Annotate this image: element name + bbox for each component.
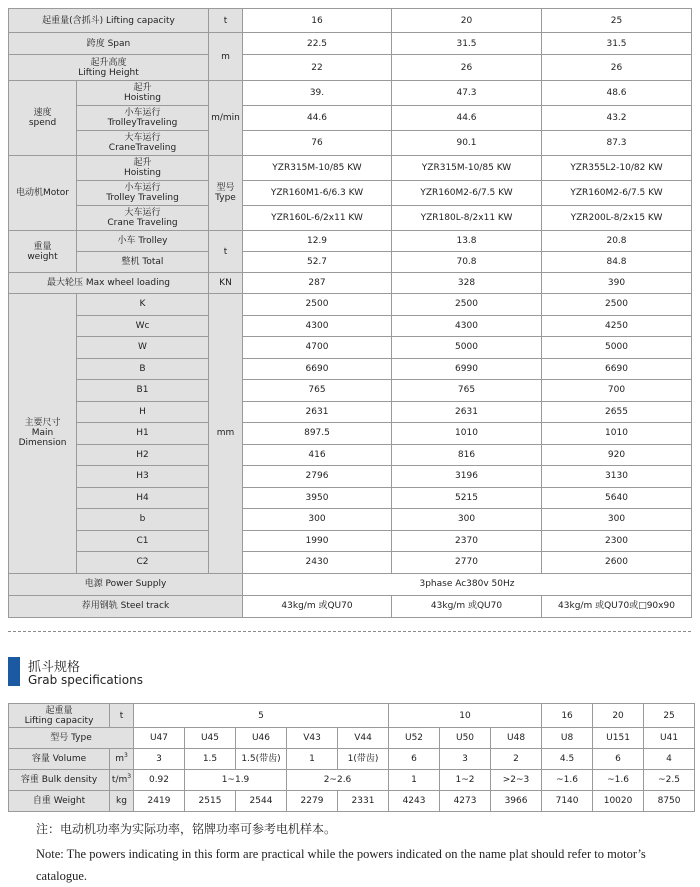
grab-type: U47	[134, 728, 185, 749]
grab-type: U8	[542, 728, 593, 749]
grab-section-title-cn: 抓斗规格	[28, 660, 81, 675]
dimension-value: 2300	[542, 530, 692, 552]
motor-sub-label	[77, 156, 209, 181]
weight-value: 13.8	[392, 231, 542, 252]
weight-value: 12.9	[243, 231, 392, 252]
motor-unit-en: Type	[215, 193, 236, 203]
grab-type: U50	[440, 728, 491, 749]
dimension-value: 6690	[243, 358, 392, 380]
dimension-value: 3196	[392, 466, 542, 488]
dimension-key: K	[77, 294, 209, 316]
motor-sub-label-cn: 小车运行	[124, 183, 161, 193]
weight-row	[9, 252, 692, 273]
span-row	[9, 33, 692, 55]
grab-density: >2~3	[491, 770, 542, 791]
dimension-row	[9, 423, 692, 445]
capacity-value: 20	[392, 9, 542, 33]
speed-sub-label-en: CraneTraveling	[108, 143, 177, 153]
track-value: 43kg/m 或QU70	[392, 595, 542, 617]
dimension-value: 6690	[542, 358, 692, 380]
grab-capacity-label	[9, 704, 110, 728]
grab-volume: 1	[287, 749, 338, 770]
speed-value: 43.2	[542, 106, 692, 131]
grab-density: ~2.5	[644, 770, 695, 791]
speed-sub-label-cn: 起升	[133, 83, 152, 93]
dimension-key: B1	[77, 380, 209, 402]
track-label: 荐用钢轨 Steel track	[9, 595, 243, 617]
dimension-label-en: Main	[31, 428, 54, 439]
dimension-value: 4250	[542, 315, 692, 337]
dimension-value: 2500	[542, 294, 692, 316]
capacity-row	[9, 9, 692, 33]
dimension-key: H3	[77, 466, 209, 488]
dimension-row	[9, 380, 692, 402]
track-value: 43kg/m 或QU70或□90x90	[542, 595, 692, 617]
grab-capacity-label-cn: 起重量	[45, 705, 73, 716]
crane-spec-table	[8, 8, 692, 618]
spec-table-body	[9, 9, 692, 618]
span-value: 31.5	[392, 33, 542, 55]
speed-sub-label	[77, 106, 209, 131]
grab-weight: 2515	[185, 791, 236, 812]
dimension-value: 897.5	[243, 423, 392, 445]
dimension-value: 2770	[392, 552, 542, 574]
grab-type-row	[9, 728, 695, 749]
dimension-value: 4300	[392, 315, 542, 337]
dimension-value: 1990	[243, 530, 392, 552]
power-value: 3phase Ac380v 50Hz	[243, 573, 692, 595]
speed-sub-label-en: Hoisting	[124, 93, 161, 103]
height-value: 26	[392, 55, 542, 81]
grab-type: U151	[593, 728, 644, 749]
speed-sub-label-cn: 大车运行	[124, 133, 161, 143]
grab-volume: 3	[134, 749, 185, 770]
speed-sub-label-en: TrolleyTraveling	[107, 118, 178, 128]
dimension-key: H4	[77, 487, 209, 509]
motor-unit-cn: 型号	[216, 183, 235, 193]
grab-type: V44	[338, 728, 389, 749]
dimension-value: 2500	[392, 294, 542, 316]
lifting-height-label	[9, 55, 209, 81]
capacity-unit: t	[209, 9, 243, 33]
dimension-value: 1010	[542, 423, 692, 445]
dimension-value: 5640	[542, 487, 692, 509]
dimension-row	[9, 552, 692, 574]
dimension-value: 920	[542, 444, 692, 466]
motor-value: YZR160L-6/2x11 KW	[243, 206, 392, 231]
speed-sub-label-cn: 小车运行	[124, 108, 161, 118]
dimension-value: 4300	[243, 315, 392, 337]
grab-weight-label: 自重 Weight	[9, 791, 110, 812]
speed-value: 90.1	[392, 131, 542, 156]
dimension-value: 765	[392, 380, 542, 402]
dimension-unit: mm	[209, 294, 243, 574]
section-marker	[8, 657, 20, 686]
grab-density: ~1.6	[593, 770, 644, 791]
grab-type: U45	[185, 728, 236, 749]
dimension-value: 765	[243, 380, 392, 402]
motor-value: YZR180L-8/2x11 KW	[392, 206, 542, 231]
speed-value: 44.6	[243, 106, 392, 131]
speed-value: 39.	[243, 81, 392, 106]
speed-row	[9, 131, 692, 156]
dimension-value: 300	[243, 509, 392, 531]
dimension-key: H2	[77, 444, 209, 466]
grab-type: U48	[491, 728, 542, 749]
speed-sub-label	[77, 81, 209, 106]
grab-density: ~1.6	[542, 770, 593, 791]
speed-value: 47.3	[392, 81, 542, 106]
height-value: 26	[542, 55, 692, 81]
span-height-unit: m	[209, 33, 243, 81]
wheel-unit: KN	[209, 273, 243, 294]
motor-row	[9, 156, 692, 181]
motor-row	[9, 206, 692, 231]
dimension-value: 2500	[243, 294, 392, 316]
grab-capacity-group: 16	[542, 704, 593, 728]
grab-capacity-group: 10	[389, 704, 542, 728]
motor-sub-label	[77, 181, 209, 206]
grab-weight: 10020	[593, 791, 644, 812]
grab-volume: 4	[644, 749, 695, 770]
speed-sub-label	[77, 131, 209, 156]
grab-weight: 2279	[287, 791, 338, 812]
density-unit-text: t/m	[111, 775, 128, 785]
weight-value: 84.8	[542, 252, 692, 273]
dimension-group-label	[9, 294, 77, 574]
weight-unit: t	[209, 231, 243, 273]
lifting-height-label-cn: 起升高度	[90, 57, 127, 68]
motor-value: YZR160M1-6/6.3 KW	[243, 181, 392, 206]
weight-sub-label: 整机 Total	[77, 252, 209, 273]
grab-volume: 3	[440, 749, 491, 770]
motor-unit	[209, 156, 243, 231]
motor-sub-label-en: Crane Traveling	[107, 218, 178, 228]
grab-type: U41	[644, 728, 695, 749]
motor-value: YZR160M2-6/7.5 KW	[542, 181, 692, 206]
speed-row	[9, 106, 692, 131]
wheel-value: 390	[542, 273, 692, 294]
grab-volume: 1(带齿)	[338, 749, 389, 770]
dimension-value: 416	[243, 444, 392, 466]
grab-volume: 1.5	[185, 749, 236, 770]
dimension-key: b	[77, 509, 209, 531]
dimension-value: 2631	[243, 401, 392, 423]
dimension-row	[9, 530, 692, 552]
grab-volume: 6	[389, 749, 440, 770]
dimension-value: 4700	[243, 337, 392, 359]
motor-group-label: 电动机Motor	[9, 156, 77, 231]
grab-density-row	[9, 770, 695, 791]
note-cn: 注：电动机功率为实际功率，铭牌功率可参考电机样本。	[36, 822, 337, 836]
dimension-row	[9, 466, 692, 488]
height-value: 22	[243, 55, 392, 81]
speed-label-en: spend	[28, 118, 57, 128]
speed-value: 48.6	[542, 81, 692, 106]
dimension-value: 2430	[243, 552, 392, 574]
dimension-value: 816	[392, 444, 542, 466]
grab-weight: 2544	[236, 791, 287, 812]
dimension-value: 5000	[542, 337, 692, 359]
weight-value: 70.8	[392, 252, 542, 273]
grab-weight: 8750	[644, 791, 695, 812]
dimension-value: 3950	[243, 487, 392, 509]
grab-volume-label: 容量 Volume	[9, 749, 110, 770]
speed-unit: m/min	[209, 81, 243, 156]
weight-sub-label: 小车 Trolley	[77, 231, 209, 252]
track-value: 43kg/m 或QU70	[243, 595, 392, 617]
dimension-key: W	[77, 337, 209, 359]
wheel-row	[9, 273, 692, 294]
grab-capacity-label-en: Lifting capacity	[24, 715, 94, 726]
note-en: Note: The powers indicating in this form are practical while the powers indicated on the name plat should refer to motor’s catalogue.	[36, 847, 646, 883]
volume-unit-text: m	[115, 754, 124, 764]
wheel-value: 287	[243, 273, 392, 294]
wheel-label: 最大轮压 Max wheel loading	[9, 273, 209, 294]
power-row	[9, 573, 692, 595]
motor-sub-label-en: Hoisting	[124, 168, 161, 178]
grab-weight: 2331	[338, 791, 389, 812]
grab-weight: 3966	[491, 791, 542, 812]
grab-weight: 4273	[440, 791, 491, 812]
grab-type: U52	[389, 728, 440, 749]
dimension-key: Wc	[77, 315, 209, 337]
section-divider	[8, 631, 691, 632]
capacity-value: 16	[243, 9, 392, 33]
span-value: 22.5	[243, 33, 392, 55]
grab-weight: 7140	[542, 791, 593, 812]
lifting-height-label-en: Lifting Height	[78, 67, 139, 78]
speed-group-label	[9, 81, 77, 156]
dimension-value: 6990	[392, 358, 542, 380]
motor-sub-label-cn: 大车运行	[124, 208, 161, 218]
speed-value: 76	[243, 131, 392, 156]
motor-value: YZR355L2-10/82 KW	[542, 156, 692, 181]
motor-value: YZR200L-8/2x15 KW	[542, 206, 692, 231]
grab-weight: 2419	[134, 791, 185, 812]
grab-section-title-en: Grab specifications	[28, 673, 143, 687]
grab-density-unit	[110, 770, 134, 791]
dimension-value: 2796	[243, 466, 392, 488]
grab-spec-table	[8, 703, 695, 812]
grab-density: 2~2.6	[287, 770, 389, 791]
motor-value: YZR160M2-6/7.5 KW	[392, 181, 542, 206]
dimension-row	[9, 487, 692, 509]
weight-group-label	[9, 231, 77, 273]
motor-row	[9, 181, 692, 206]
motor-sub-label	[77, 206, 209, 231]
dimension-key: C2	[77, 552, 209, 574]
grab-capacity-group: 20	[593, 704, 644, 728]
density-unit-sup: 3	[127, 773, 132, 780]
grab-density: 1~2	[440, 770, 491, 791]
grab-volume-unit	[110, 749, 134, 770]
motor-sub-label-cn: 起升	[133, 158, 152, 168]
dimension-row	[9, 358, 692, 380]
grab-volume: 1.5(带齿)	[236, 749, 287, 770]
dimension-row	[9, 294, 692, 316]
grab-type: V43	[287, 728, 338, 749]
dimension-row	[9, 509, 692, 531]
grab-weight-unit: kg	[110, 791, 134, 812]
height-row	[9, 55, 692, 81]
speed-value: 44.6	[392, 106, 542, 131]
dimension-key: B	[77, 358, 209, 380]
span-value: 31.5	[542, 33, 692, 55]
dimension-label-cn: 主要尺寸	[24, 418, 61, 429]
grab-density: 1	[389, 770, 440, 791]
dimension-value: 5000	[392, 337, 542, 359]
dimension-key: H	[77, 401, 209, 423]
dimension-value: 300	[542, 509, 692, 531]
grab-density: 0.92	[134, 770, 185, 791]
motor-sub-label-en: Trolley Traveling	[106, 193, 179, 203]
dimension-value: 2370	[392, 530, 542, 552]
dimension-value: 2655	[542, 401, 692, 423]
grab-volume: 6	[593, 749, 644, 770]
motor-value: YZR315M-10/85 KW	[392, 156, 542, 181]
speed-row	[9, 81, 692, 106]
speed-label-cn: 速度	[33, 108, 52, 118]
capacity-label: 起重量(含抓斗) Lifting capacity	[9, 9, 209, 33]
track-row	[9, 595, 692, 617]
grab-density-label: 容重 Bulk density	[9, 770, 110, 791]
weight-value: 20.8	[542, 231, 692, 252]
dimension-label-en: Dimension	[18, 438, 67, 449]
volume-unit-sup: 3	[123, 752, 128, 759]
dimension-value: 2600	[542, 552, 692, 574]
speed-value: 87.3	[542, 131, 692, 156]
grab-volume-row	[9, 749, 695, 770]
grab-weight: 4243	[389, 791, 440, 812]
dimension-row	[9, 444, 692, 466]
grab-type: U46	[236, 728, 287, 749]
weight-value: 52.7	[243, 252, 392, 273]
dimension-value: 3130	[542, 466, 692, 488]
dimension-value: 700	[542, 380, 692, 402]
weight-label-cn: 重量	[33, 241, 52, 252]
span-label: 跨度 Span	[9, 33, 209, 55]
capacity-value: 25	[542, 9, 692, 33]
power-label: 电源 Power Supply	[9, 573, 243, 595]
motor-value: YZR315M-10/85 KW	[243, 156, 392, 181]
grab-capacity-group: 5	[134, 704, 389, 728]
dimension-row	[9, 315, 692, 337]
grab-type-label: 型号 Type	[9, 728, 134, 749]
weight-label-en: weight	[27, 251, 58, 262]
dimension-row	[9, 401, 692, 423]
grab-density: 1~1.9	[185, 770, 287, 791]
dimension-value: 5215	[392, 487, 542, 509]
dimension-key: H1	[77, 423, 209, 445]
grab-capacity-unit: t	[110, 704, 134, 728]
grab-table-body	[9, 704, 695, 812]
dimension-value: 300	[392, 509, 542, 531]
dimension-value: 2631	[392, 401, 542, 423]
dimension-value: 1010	[392, 423, 542, 445]
grab-weight-row	[9, 791, 695, 812]
grab-capacity-row	[9, 704, 695, 728]
weight-row	[9, 231, 692, 252]
wheel-value: 328	[392, 273, 542, 294]
dimension-key: C1	[77, 530, 209, 552]
grab-volume: 2	[491, 749, 542, 770]
dimension-row	[9, 337, 692, 359]
grab-volume: 4.5	[542, 749, 593, 770]
grab-capacity-group: 25	[644, 704, 695, 728]
